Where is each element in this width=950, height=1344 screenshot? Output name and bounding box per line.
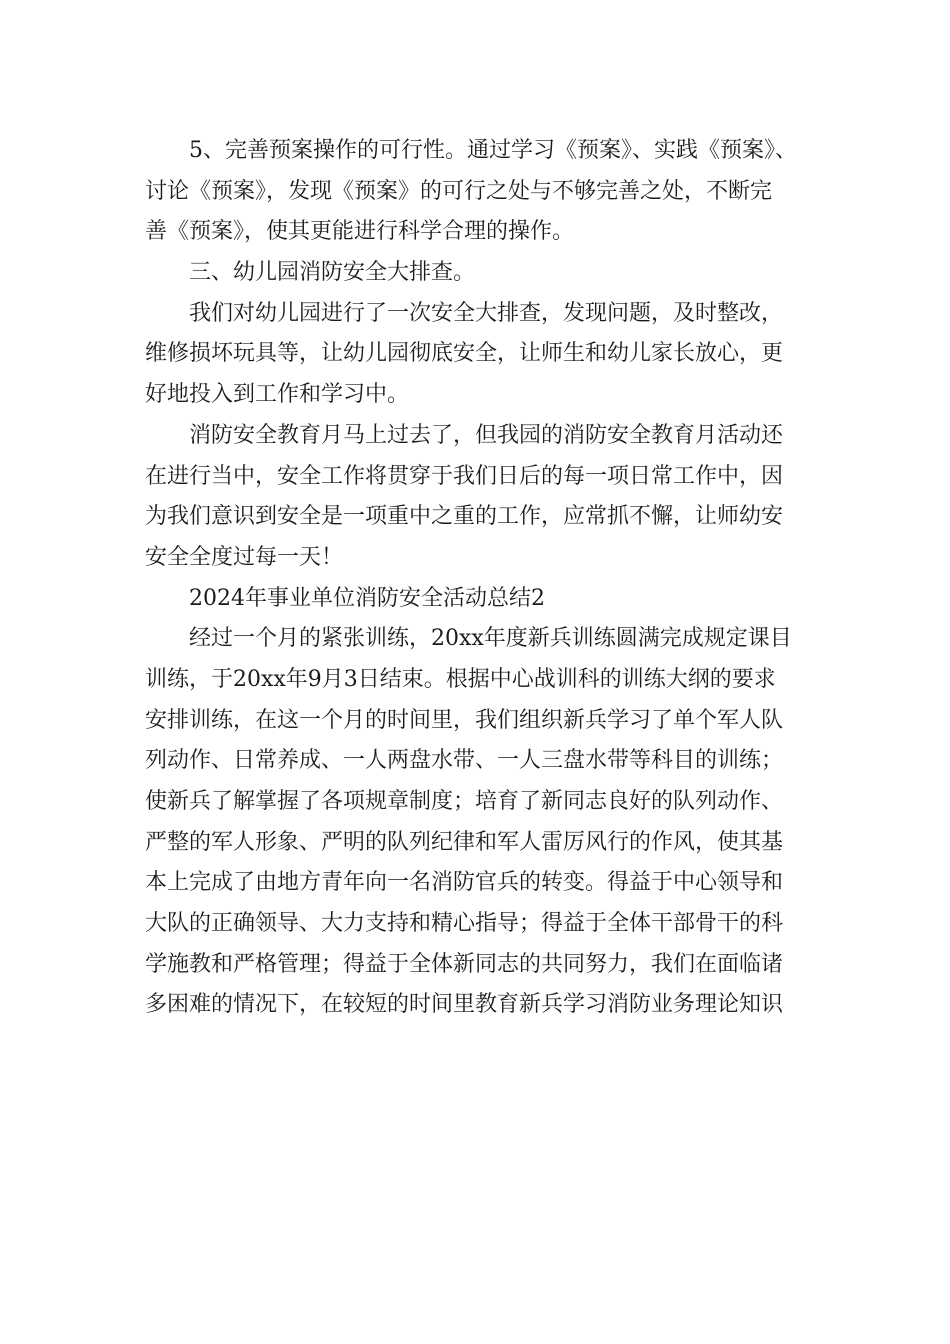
text-line: 本上完成了由地方青年向一名消防官兵的转变。得益于中心领导和 — [145, 870, 784, 896]
text-line: 维修损坏玩具等，让幼儿园彻底安全，让师生和幼儿家长放心，更 — [145, 341, 784, 367]
text-line: 讨论《预案》，发现《预案》的可行之处与不够完善之处，不断完 — [145, 178, 773, 204]
text-line: 使新兵了解掌握了各项规章制度；培育了新同志良好的队列动作、 — [145, 789, 784, 814]
section-title: 2024年事业单位消防安全活动总结2 — [189, 585, 545, 611]
text-line: 训练，于20xx年9月3日结束。根据中心战训科的训练大纲的要求 — [145, 666, 776, 692]
text-line: 善《预案》，使其更能进行科学合理的操作。 — [145, 219, 575, 245]
text-line: 安排训练，在这一个月的时间里，我们组织新兵学习了单个军人队 — [145, 707, 784, 733]
text-line: 严整的军人形象、严明的队列纪律和军人雷厉风行的作风，使其基 — [145, 829, 784, 855]
document-body — [145, 131, 815, 1026]
text-line: 学施教和严格管理；得益于全体新同志的共同努力，我们在面临诸 — [145, 951, 784, 977]
section-heading: 三、幼儿园消防安全大排查。 — [189, 260, 476, 286]
text-line: 列动作、日常养成、一人两盘水带、一人三盘水带等科目的训练； — [145, 748, 784, 774]
text-line: 多困难的情况下，在较短的时间里教育新兵学习消防业务理论知识 — [145, 992, 784, 1018]
text-line: 5、完善预案操作的可行性。通过学习《预案》、实践《预案》、 — [189, 138, 797, 163]
text-line: 好地投入到工作和学习中。 — [145, 382, 410, 408]
text-line: 我们对幼儿园进行了一次安全大排查，发现问题，及时整改， — [189, 300, 784, 326]
text-line: 在进行当中，安全工作将贯穿于我们日后的每一项日常工作中，因 — [145, 463, 784, 489]
text-line: 消防安全教育月马上过去了，但我园的消防安全教育月活动还 — [189, 422, 784, 448]
text-line: 为我们意识到安全是一项重中之重的工作，应常抓不懈，让师幼安 — [145, 504, 784, 530]
text-line: 大队的正确领导、大力支持和精心指导；得益于全体干部骨干的科 — [145, 911, 784, 937]
text-line: 经过一个月的紧张训练，20xx年度新兵训练圆满完成规定课目 — [189, 626, 792, 652]
text-line: 安全全度过每一天！ — [145, 544, 344, 570]
